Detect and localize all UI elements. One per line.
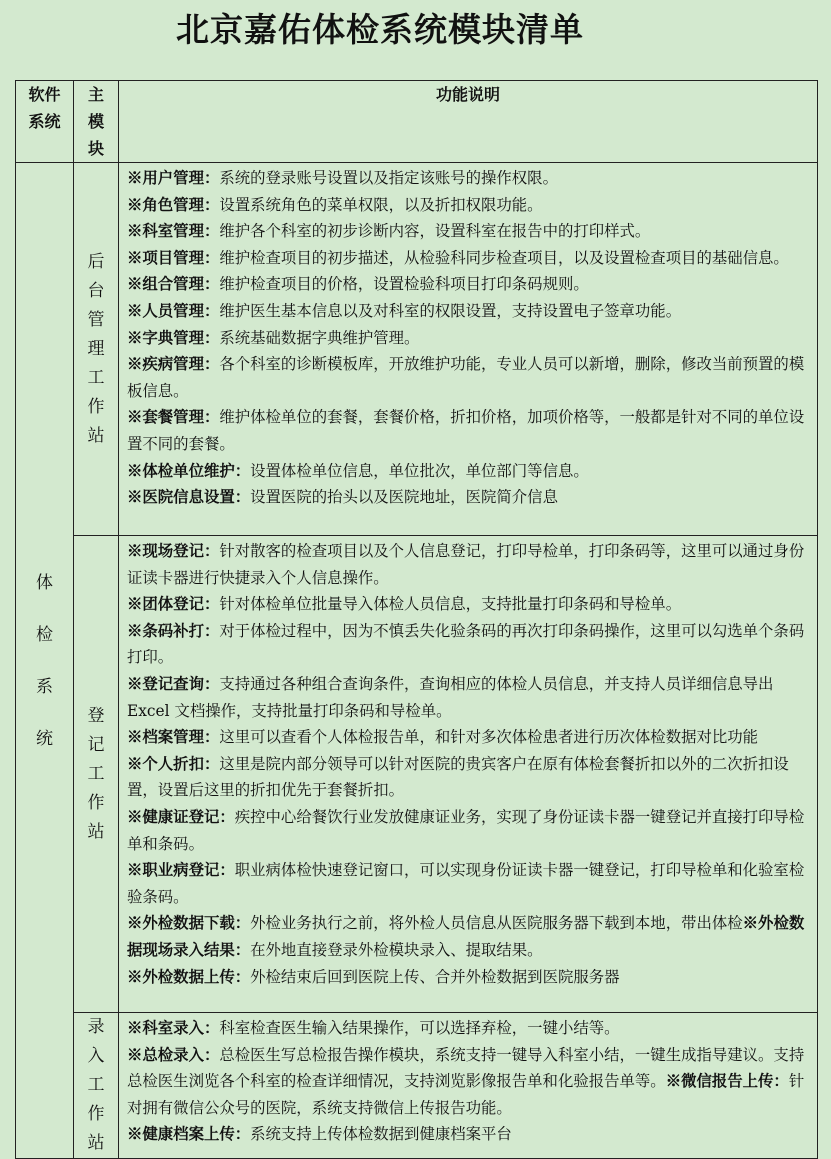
header-module-line: 模 bbox=[87, 112, 104, 131]
feature-item bbox=[127, 218, 809, 245]
feature-item bbox=[127, 538, 809, 591]
feature-item bbox=[127, 404, 809, 457]
feature-label: ※总检录入： bbox=[127, 1045, 220, 1064]
feature-text: 针对散客的检查项目以及个人信息登记，打印导检单，打印条码等，这里可以通过身份证读卡器进行快捷录入个人信息操作。 bbox=[127, 542, 805, 587]
header-module-line: 块 bbox=[87, 139, 104, 158]
header-module bbox=[74, 81, 119, 163]
module-name-char: 工 bbox=[87, 763, 105, 784]
feature-text: 系统的登录账号设置以及指定该账号的操作权限。 bbox=[219, 169, 558, 187]
module-name-char: 站 bbox=[87, 1133, 105, 1153]
module-name-char: 站 bbox=[87, 425, 105, 446]
feature-label: ※微信报告上传： bbox=[665, 1072, 789, 1091]
feature-label: ※现场登记： bbox=[127, 542, 220, 560]
page-title: 北京嘉佑体检系统模块清单 bbox=[176, 10, 584, 49]
feature-item bbox=[127, 165, 809, 192]
feature-text: 系统支持上传体检数据到健康档案平台 bbox=[250, 1125, 512, 1144]
module-name-char: 作 bbox=[87, 792, 105, 813]
feature-item bbox=[127, 245, 809, 272]
feature-label: ※职业病登记： bbox=[127, 861, 235, 880]
system-name-char: 检 bbox=[36, 624, 53, 645]
feature-text: 维护检查项目的价格，设置检验科项目打印条码规则。 bbox=[219, 275, 589, 294]
feature-item bbox=[127, 910, 809, 963]
feature-label: ※体检单位维护： bbox=[127, 461, 251, 480]
module-name-char: 工 bbox=[87, 1075, 105, 1095]
module-name-char: 作 bbox=[87, 1104, 105, 1124]
feature-text: 系统基础数据字典维护管理。 bbox=[219, 328, 420, 347]
feature-text: 设置医院的抬头以及医院地址，医院简介信息 bbox=[250, 488, 558, 507]
feature-item bbox=[127, 1121, 809, 1148]
feature-text: 针对拥有微信公众号的医院，系统支持微信上传报告功能。 bbox=[127, 1072, 805, 1117]
feature-label: ※科室管理： bbox=[127, 222, 220, 241]
feature-text: 这里是院内部分领导可以针对医院的贵宾客户在原有体检套餐折扣以外的二次折扣设置，设置后这里的折扣优先于套餐折扣。 bbox=[127, 754, 789, 800]
system-name-cell bbox=[16, 163, 74, 1159]
feature-item bbox=[127, 192, 809, 219]
feature-text: 支持通过各种组合查询条件，查询相应的体检人员信息，并支持人员详细信息导出 Excel 文档操作，支持批量打印条码和导检单。 bbox=[127, 674, 774, 720]
module-name-char: 站 bbox=[87, 821, 105, 842]
header-system-line: 软件 bbox=[28, 85, 61, 104]
feature-text: 维护检查项目的初步描述，从检验科同步检查项目，以及设置检查项目的基础信息。 bbox=[219, 248, 789, 267]
system-name-char: 系 bbox=[36, 676, 53, 697]
feature-text: 科室检查医生输入结果操作，可以选择弃检，一键小结等。 bbox=[219, 1019, 620, 1037]
module-name-char: 工 bbox=[87, 367, 105, 388]
feature-label: ※健康档案上传： bbox=[127, 1125, 251, 1144]
system-name-char: 统 bbox=[36, 728, 53, 749]
feature-label: ※套餐管理： bbox=[127, 408, 220, 427]
feature-item bbox=[127, 458, 809, 485]
feature-text: 职业病体检快速登记窗口，可以实现身份证读卡器一键登记，打印导检单和化验室检验条码。 bbox=[127, 861, 805, 906]
module-name-char: 录 bbox=[87, 1017, 105, 1037]
feature-label: ※团体登记： bbox=[127, 595, 220, 614]
feature-label: ※条码补打： bbox=[127, 621, 220, 640]
module-name-cell bbox=[74, 1013, 119, 1159]
header-module-line: 主 bbox=[87, 85, 104, 104]
feature-text: 外检业务执行之前，将外检人员信息从医院服务器下载到本地，带出体检 bbox=[250, 914, 743, 933]
feature-item bbox=[127, 298, 809, 325]
feature-text: 维护体检单位的套餐，套餐价格，折扣价格，加项价格等，一般都是针对不同的单位设置不同的套餐。 bbox=[127, 408, 805, 453]
feature-text: 疾控中心给餐饮行业发放健康证业务，实现了身份证读卡器一键登记并直接打印导检单和条码。 bbox=[127, 807, 805, 853]
module-name-char: 台 bbox=[87, 280, 105, 301]
feature-label: ※健康证登记： bbox=[127, 807, 235, 826]
feature-item bbox=[127, 1042, 809, 1122]
feature-item bbox=[127, 804, 809, 857]
feature-label: ※项目管理： bbox=[127, 248, 220, 267]
feature-text: 外检结束后回到医院上传、合并外检数据到医院服务器 bbox=[250, 967, 620, 986]
feature-text: 设置体检单位信息，单位批次，单位部门等信息。 bbox=[250, 461, 589, 480]
feature-label: ※组合管理： bbox=[127, 275, 220, 294]
module-name-cell bbox=[74, 163, 119, 536]
feature-item bbox=[127, 857, 809, 910]
feature-text: 对于体检过程中，因为不慎丢失化验条码的再次打印条码操作，这里可以勾选单个条码打印。 bbox=[127, 621, 805, 667]
feature-text: 在外地直接登录外检模块录入、提取结果。 bbox=[250, 940, 543, 959]
feature-item bbox=[127, 964, 809, 991]
feature-text: 维护医生基本信息以及对科室的权限设置，支持设置电子签章功能。 bbox=[219, 301, 682, 320]
feature-text: 这里可以查看个人体检报告单，和针对多次体检患者进行历次体检数据对比功能 bbox=[219, 728, 759, 747]
module-name-char: 记 bbox=[87, 734, 105, 755]
header-description: 功能说明 bbox=[119, 81, 818, 163]
feature-text: 总检医生写总检报告操作模块，系统支持一键导入科室小结，一键生成指导建议。支持总检医生浏览各个科室的检查详细情况，支持浏览影像报告单和化验报告单等。 bbox=[127, 1045, 805, 1091]
feature-label: ※个人折扣： bbox=[127, 754, 220, 773]
module-name-char: 后 bbox=[87, 251, 105, 272]
module-name-char: 作 bbox=[87, 396, 105, 417]
module-name-cell bbox=[74, 536, 119, 1013]
feature-text: 设置系统角色的菜单权限，以及折扣权限功能。 bbox=[219, 195, 543, 214]
feature-item bbox=[127, 751, 809, 804]
feature-item bbox=[127, 351, 809, 404]
table-header-row bbox=[16, 81, 818, 163]
module-row-backend bbox=[16, 163, 818, 536]
feature-item bbox=[127, 671, 809, 724]
feature-text: 各个科室的诊断模板库，开放维护功能，专业人员可以新增，删除，修改当前预置的模板信息。 bbox=[127, 355, 805, 400]
feature-label: ※用户管理： bbox=[127, 169, 220, 187]
feature-item bbox=[127, 325, 809, 352]
feature-label: ※外检数据下载： bbox=[127, 914, 251, 933]
module-description-cell bbox=[119, 1013, 818, 1159]
feature-item bbox=[127, 618, 809, 671]
feature-label: ※外检数据上传： bbox=[127, 967, 251, 986]
module-description-cell bbox=[119, 163, 818, 536]
feature-label: ※疾病管理： bbox=[127, 355, 220, 374]
module-row-registration bbox=[16, 536, 818, 1013]
module-name-char: 管 bbox=[87, 309, 105, 330]
feature-label: ※科室录入： bbox=[127, 1019, 220, 1037]
module-table bbox=[15, 80, 818, 1159]
module-name-char: 理 bbox=[87, 338, 105, 359]
feature-label: ※档案管理： bbox=[127, 728, 220, 747]
header-system-line: 系统 bbox=[28, 112, 61, 131]
feature-label: ※字典管理： bbox=[127, 328, 220, 347]
system-name-char: 体 bbox=[36, 572, 53, 593]
feature-item bbox=[127, 591, 809, 618]
feature-item bbox=[127, 1015, 809, 1042]
feature-label: ※医院信息设置： bbox=[127, 488, 251, 507]
feature-item bbox=[127, 724, 809, 751]
feature-item bbox=[127, 271, 809, 298]
header-system bbox=[16, 81, 74, 163]
feature-item bbox=[127, 484, 809, 511]
feature-label: ※登记查询： bbox=[127, 674, 220, 693]
module-description-cell bbox=[119, 536, 818, 1013]
feature-label: ※外检数据现场录入结果： bbox=[127, 914, 805, 959]
module-name-char: 登 bbox=[87, 705, 105, 726]
module-row-entry bbox=[16, 1013, 818, 1159]
module-name-char: 入 bbox=[87, 1046, 105, 1066]
feature-text: 针对体检单位批量导入体检人员信息，支持批量打印条码和导检单。 bbox=[219, 595, 682, 614]
feature-label: ※人员管理： bbox=[127, 301, 220, 320]
feature-text: 维护各个科室的初步诊断内容，设置科室在报告中的打印样式。 bbox=[219, 222, 651, 241]
feature-label: ※角色管理： bbox=[127, 195, 220, 214]
